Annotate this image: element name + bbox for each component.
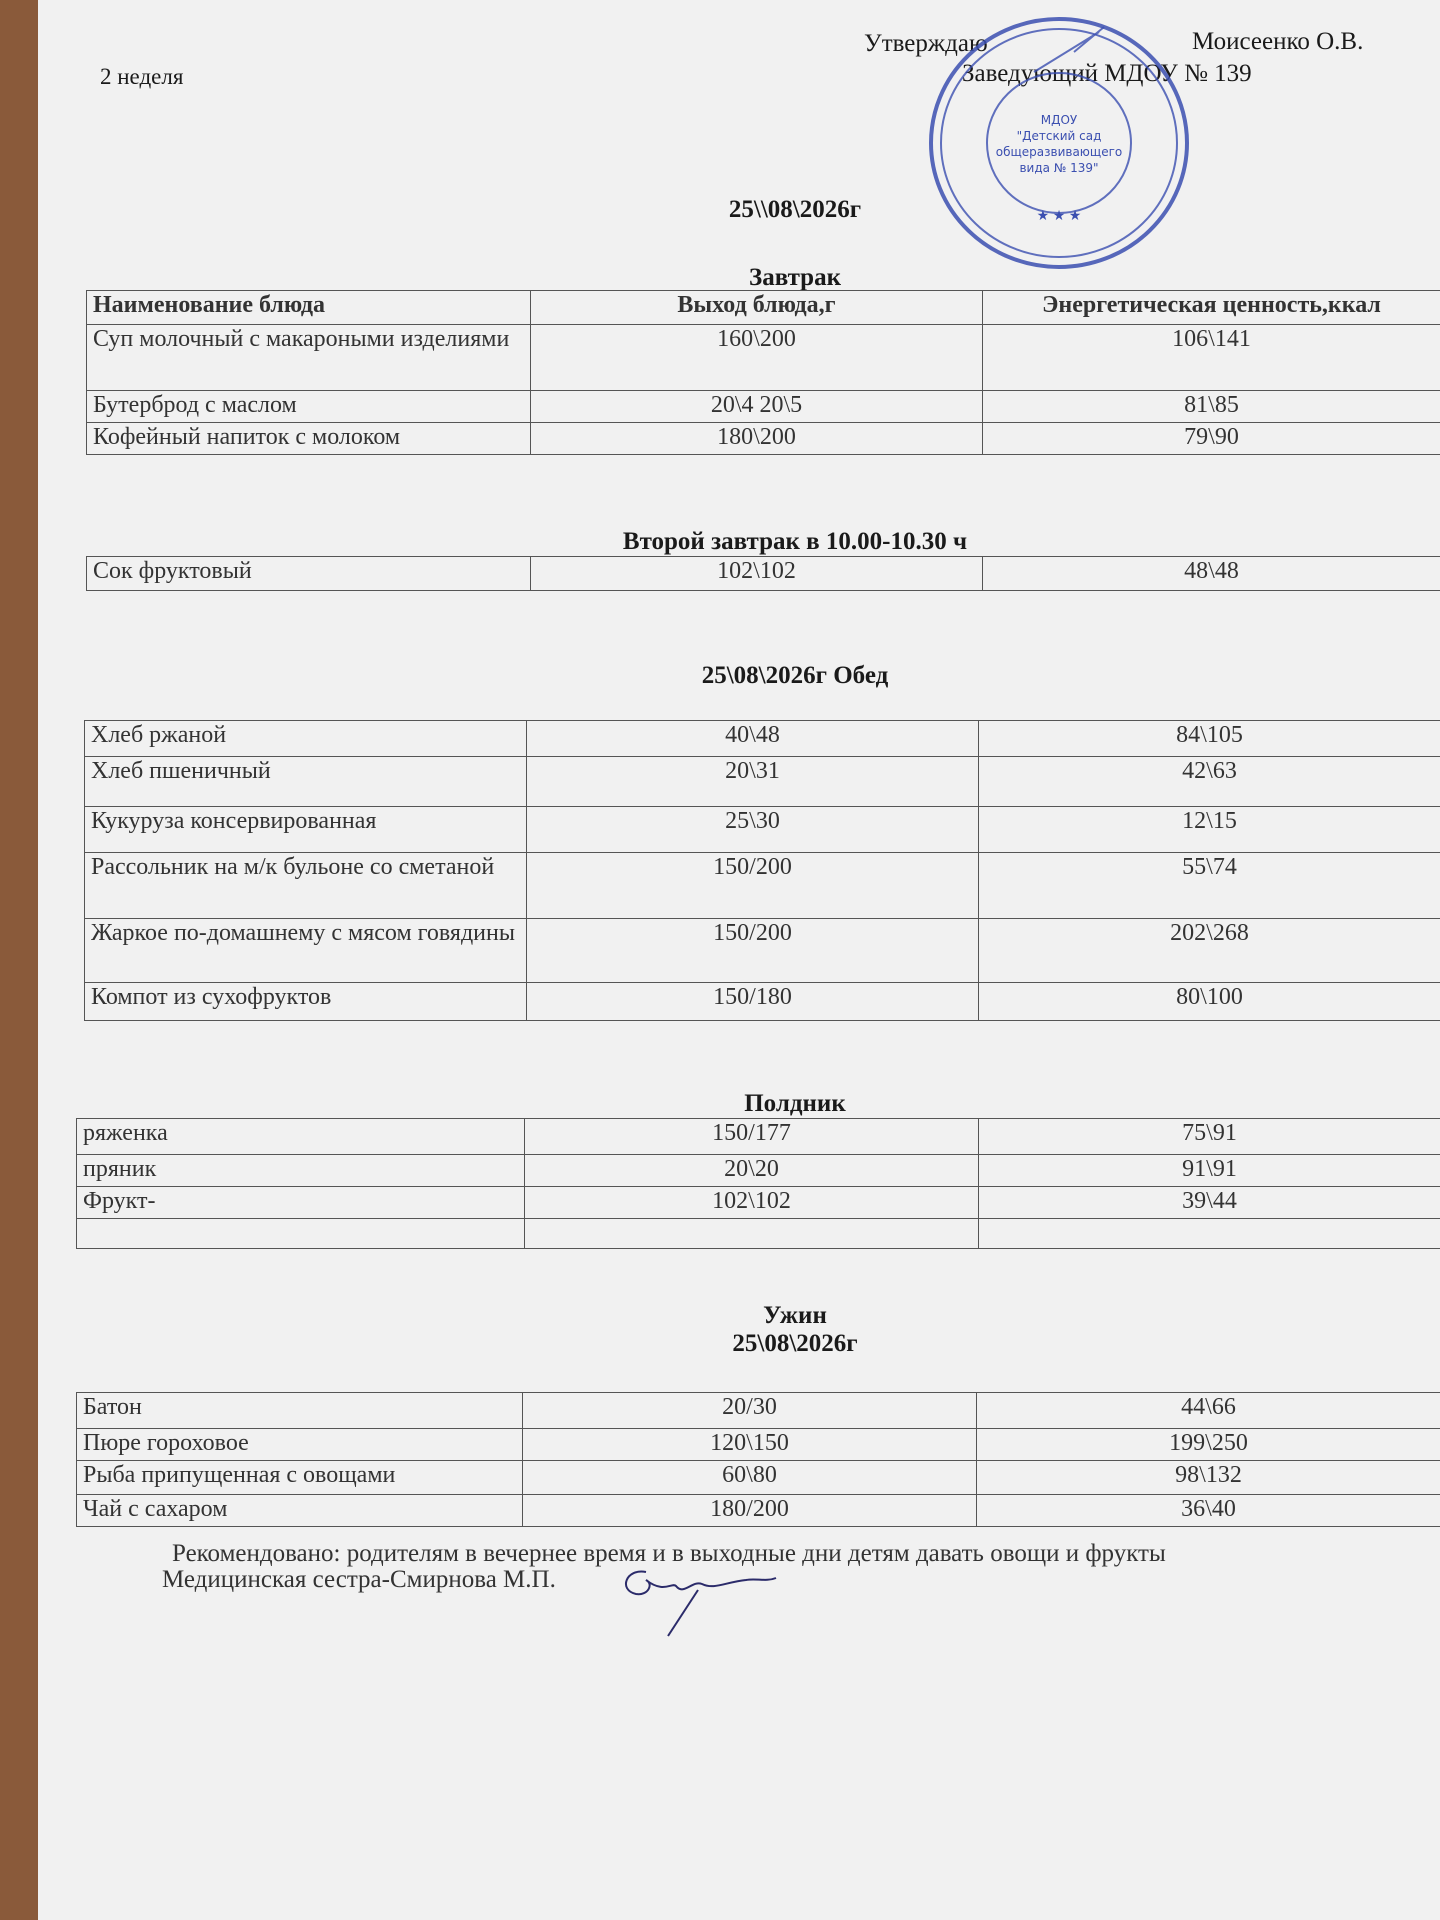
column-header: Наименование блюда xyxy=(87,291,531,325)
table-row xyxy=(85,983,1440,1021)
dish-name: Кофейный напиток с молоком xyxy=(87,423,531,455)
table-row xyxy=(77,1119,1440,1155)
dish-energy: 199\250 xyxy=(977,1429,1440,1461)
dish-energy: 81\85 xyxy=(983,391,1440,423)
dish-energy: 202\268 xyxy=(979,919,1440,983)
dish-name: Хлеб ржаной xyxy=(85,721,527,757)
dish-name: Жаркое по-домашнему с мясом говядины xyxy=(85,919,527,983)
dish-name: Компот из сухофруктов xyxy=(85,983,527,1021)
handwritten-signature xyxy=(606,1560,786,1640)
dish-portion: 180\200 xyxy=(531,423,983,455)
dish-energy: 12\15 xyxy=(979,807,1440,853)
dish-energy: 84\105 xyxy=(979,721,1440,757)
dish-energy: 39\44 xyxy=(979,1187,1440,1219)
table-row xyxy=(85,757,1440,807)
table-row xyxy=(77,1187,1440,1219)
dish-energy: 80\100 xyxy=(979,983,1440,1021)
stamp-line: МДОУ xyxy=(1040,113,1078,127)
week-label: 2 неделя xyxy=(100,64,184,89)
dish-portion: 160\200 xyxy=(531,325,983,391)
breakfast-title: Завтрак xyxy=(749,264,841,291)
dish-name: Рыба припущенная с овощами xyxy=(77,1461,523,1495)
dish-portion: 180/200 xyxy=(523,1495,977,1527)
dish-energy: 36\40 xyxy=(977,1495,1440,1527)
column-header: Выход блюда,г xyxy=(531,291,983,325)
dish-portion: 150/180 xyxy=(527,983,979,1021)
stamp-line: "Детский сад xyxy=(1016,129,1102,143)
recommendation-text: Рекомендовано: родителям в вечернее время и в выходные дни детям давать овощи и фрукты xyxy=(172,1540,1166,1567)
dish-name: Чай с сахаром xyxy=(77,1495,523,1527)
snack-table xyxy=(76,1118,1440,1249)
table-row xyxy=(87,557,1440,591)
dish-name: ряженка xyxy=(77,1119,525,1155)
dish-name: Фрукт- xyxy=(77,1187,525,1219)
lunch-title: 25\08\2026г Обед xyxy=(701,662,889,689)
table-row xyxy=(77,1495,1440,1527)
dish-portion: 102\102 xyxy=(525,1187,979,1219)
dish-name: Кукуруза консервированная xyxy=(85,807,527,853)
svg-text:★ ★ ★: ★ ★ ★ xyxy=(1036,209,1082,224)
dish-portion: 120\150 xyxy=(523,1429,977,1461)
dish-portion: 20/30 xyxy=(523,1393,977,1429)
dish-name: Сок фруктовый xyxy=(87,557,531,591)
table-row xyxy=(87,391,1440,423)
dish-energy: 98\132 xyxy=(977,1461,1440,1495)
dish-energy: 44\66 xyxy=(977,1393,1440,1429)
head-post: Заведующий МДОУ № 139 xyxy=(962,60,1252,87)
stamp-line: общеразвивающего xyxy=(995,145,1123,159)
dish-name: Суп молочный с макароными изделиями xyxy=(87,325,531,391)
table-row xyxy=(85,919,1440,983)
table-row xyxy=(85,721,1440,757)
dish-energy: 91\91 xyxy=(979,1155,1440,1187)
dish-portion: 150/200 xyxy=(527,919,979,983)
table-row xyxy=(87,325,1440,391)
second-breakfast-table xyxy=(86,556,1440,591)
dinner-title: Ужин xyxy=(763,1302,827,1329)
dish-portion: 25\30 xyxy=(527,807,979,853)
table-row xyxy=(77,1155,1440,1187)
second-breakfast-title: Второй завтрак в 10.00-10.30 ч xyxy=(622,528,968,555)
dish-energy: 42\63 xyxy=(979,757,1440,807)
dish-name: Пюре гороховое xyxy=(77,1429,523,1461)
dish-name: Рассольник на м/к бульоне со сметаной xyxy=(85,853,527,919)
dish-energy: 106\141 xyxy=(983,325,1440,391)
dinner-date: 25\08\2026г xyxy=(732,1330,858,1357)
dinner-table xyxy=(76,1392,1440,1527)
dish-portion: 20\4 20\5 xyxy=(531,391,983,423)
breakfast-date: 25\\08\2026г xyxy=(728,196,862,223)
stamp-line: вида № 139" xyxy=(1019,161,1099,175)
dish-energy xyxy=(979,1219,1440,1249)
table-row xyxy=(77,1219,1440,1249)
dish-portion xyxy=(525,1219,979,1249)
dish-portion: 20\20 xyxy=(525,1155,979,1187)
table-row xyxy=(77,1393,1440,1429)
dish-portion: 20\31 xyxy=(527,757,979,807)
dish-energy: 48\48 xyxy=(983,557,1440,591)
dish-name: Бутерброд с маслом xyxy=(87,391,531,423)
dish-name: Батон xyxy=(77,1393,523,1429)
table-row xyxy=(87,423,1440,455)
snack-title: Полдник xyxy=(744,1090,846,1117)
table-row xyxy=(85,807,1440,853)
table-row xyxy=(77,1429,1440,1461)
dish-portion: 150/200 xyxy=(527,853,979,919)
dish-name: Хлеб пшеничный xyxy=(85,757,527,807)
dish-portion: 40\48 xyxy=(527,721,979,757)
dish-portion: 150/177 xyxy=(525,1119,979,1155)
dish-energy: 75\91 xyxy=(979,1119,1440,1155)
table-row xyxy=(85,853,1440,919)
table-row xyxy=(77,1461,1440,1495)
dish-portion: 60\80 xyxy=(523,1461,977,1495)
head-name: Моисеенко О.В. xyxy=(1192,28,1364,55)
nurse-signature-line: Медицинская сестра-Смирнова М.П. xyxy=(162,1566,556,1593)
dish-energy: 79\90 xyxy=(983,423,1440,455)
dish-name xyxy=(77,1219,525,1249)
lunch-table xyxy=(84,720,1440,1021)
round-stamp xyxy=(924,12,1194,274)
breakfast-table xyxy=(86,290,1440,455)
column-header: Энергетическая ценность,ккал xyxy=(983,291,1440,325)
dish-energy: 55\74 xyxy=(979,853,1440,919)
table-header-row xyxy=(87,291,1440,325)
approve-label: Утверждаю xyxy=(864,30,988,57)
dish-portion: 102\102 xyxy=(531,557,983,591)
dish-name: пряник xyxy=(77,1155,525,1187)
